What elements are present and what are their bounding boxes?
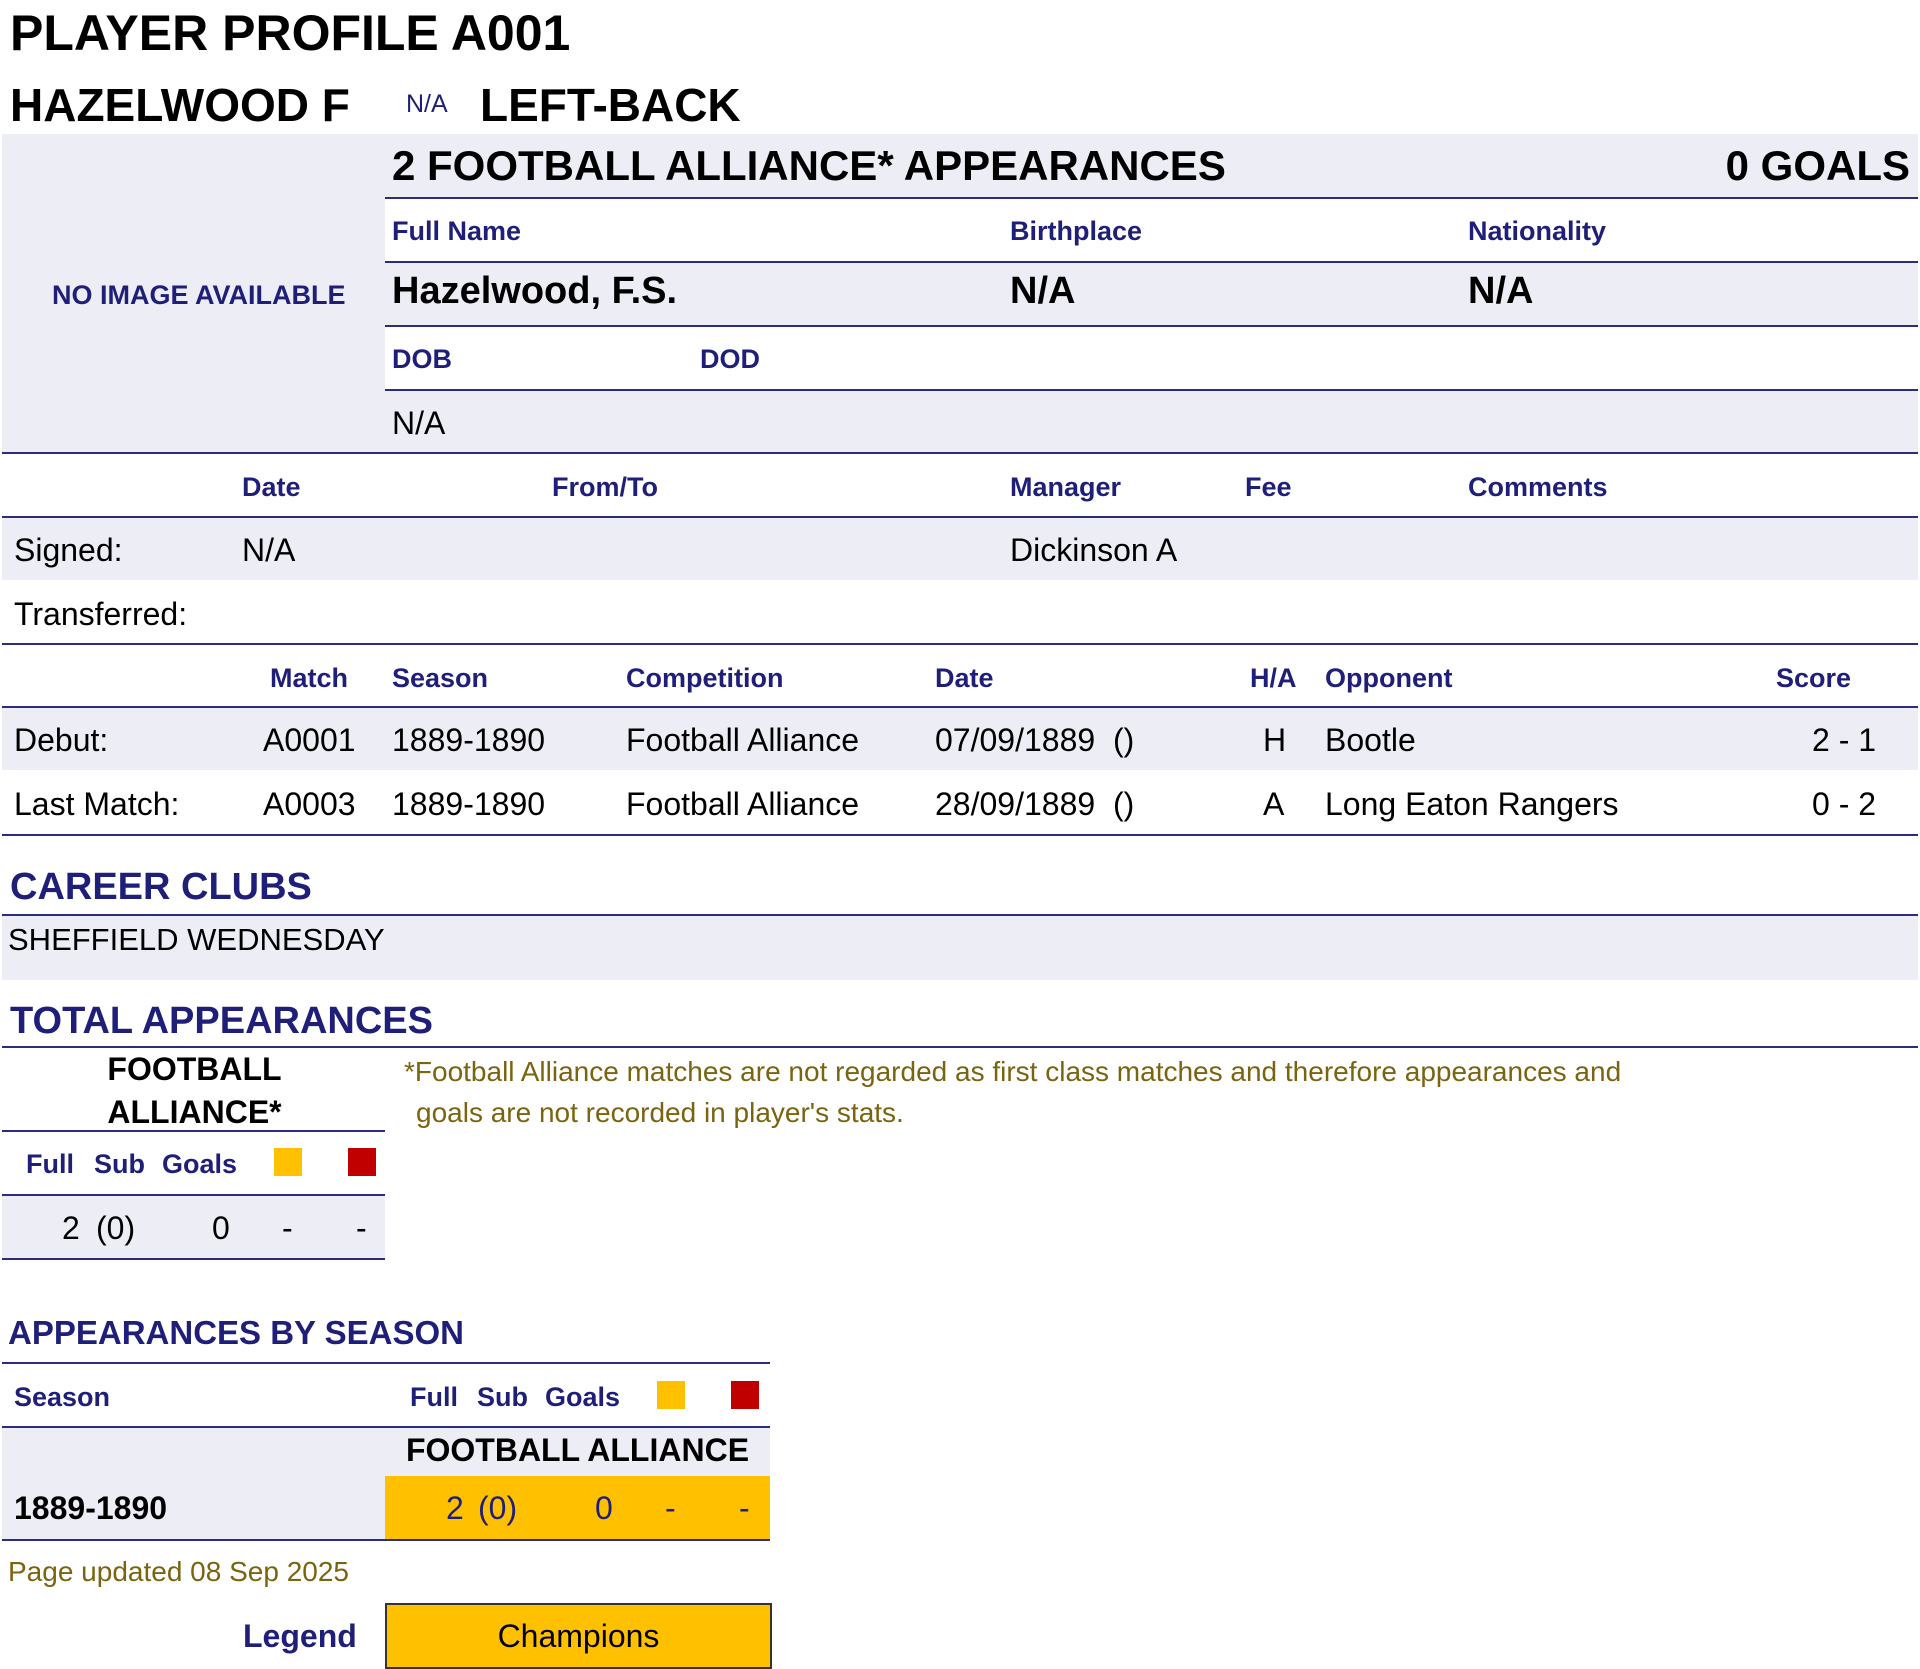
by-season-yellow: - bbox=[665, 1490, 676, 1526]
by-season-goals: 0 bbox=[595, 1490, 613, 1526]
total-full: 2 bbox=[62, 1210, 80, 1246]
transferred-label: Transferred: bbox=[14, 596, 188, 632]
player-number: N/A bbox=[406, 90, 448, 118]
total-full-header: Full bbox=[26, 1149, 74, 1179]
appearances-summary: 2 FOOTBALL ALLIANCE* APPEARANCES bbox=[392, 142, 1226, 189]
signed-date: N/A bbox=[242, 532, 296, 568]
page-title: PLAYER PROFILE A001 bbox=[10, 5, 571, 61]
nationality-label: Nationality bbox=[1468, 216, 1607, 246]
opponent-header: Opponent bbox=[1325, 663, 1453, 693]
dob-value: N/A bbox=[392, 405, 446, 441]
score-header: Score bbox=[1776, 663, 1852, 693]
champions-highlight bbox=[385, 1476, 770, 1539]
by-season-yellow-card-icon bbox=[657, 1381, 685, 1409]
legend-label: Legend bbox=[243, 1618, 357, 1654]
last-match-score: 0 - 2 bbox=[1812, 786, 1877, 822]
career-clubs-list: SHEFFIELD WEDNESDAY bbox=[8, 922, 385, 957]
stats-note-line1: *Football Alliance matches are not regarded as first class matches and therefore appearances and bbox=[404, 1056, 1622, 1087]
dob-label: DOB bbox=[392, 344, 452, 374]
signed-manager: Dickinson A bbox=[1010, 532, 1178, 568]
by-season-season-header: Season bbox=[14, 1382, 111, 1412]
last-match-competition: Football Alliance bbox=[626, 786, 860, 822]
debut-season: 1889-1890 bbox=[392, 722, 546, 758]
career-clubs-heading: CAREER CLUBS bbox=[10, 866, 312, 908]
player-name: HAZELWOOD F bbox=[10, 79, 350, 131]
by-season-goals-header: Goals bbox=[545, 1382, 621, 1412]
by-season-full-header: Full bbox=[410, 1382, 458, 1412]
debut-competition: Football Alliance bbox=[626, 722, 860, 758]
full-name-value: Hazelwood, F.S. bbox=[392, 270, 678, 312]
by-season-sub: (0) bbox=[478, 1490, 518, 1526]
debut-ha: H bbox=[1263, 722, 1287, 758]
last-match-date: 28/09/1889 () bbox=[935, 786, 1135, 822]
debut-score: 2 - 1 bbox=[1812, 722, 1877, 758]
stats-note-line2: goals are not recorded in player's stats. bbox=[416, 1097, 904, 1128]
red-card-icon bbox=[348, 1148, 376, 1176]
debut-match: A0001 bbox=[263, 722, 356, 758]
transfer-manager-header: Manager bbox=[1010, 472, 1122, 502]
by-season-red-card-icon bbox=[731, 1381, 759, 1409]
date-header: Date bbox=[935, 663, 994, 693]
total-red: - bbox=[356, 1210, 367, 1246]
nationality-value: N/A bbox=[1468, 270, 1534, 312]
match-header: Match bbox=[270, 663, 349, 693]
by-season-season: 1889-1890 bbox=[14, 1490, 168, 1526]
transfer-date-header: Date bbox=[242, 472, 301, 502]
dod-label: DOD bbox=[700, 344, 760, 374]
total-sub: (0) bbox=[96, 1210, 136, 1246]
last-match-label: Last Match: bbox=[14, 786, 180, 822]
goals-summary: 0 GOALS bbox=[1725, 142, 1910, 189]
competition-header: Competition bbox=[626, 663, 784, 693]
last-match-season: 1889-1890 bbox=[392, 786, 546, 822]
total-yellow: - bbox=[282, 1210, 293, 1246]
last-match-match: A0003 bbox=[263, 786, 356, 822]
debut-opponent: Bootle bbox=[1325, 722, 1416, 758]
debut-date: 07/09/1889 () bbox=[935, 722, 1135, 758]
total-goals-header: Goals bbox=[162, 1149, 238, 1179]
total-stats-row bbox=[2, 1196, 385, 1258]
by-season-competition: FOOTBALL ALLIANCE bbox=[405, 1432, 750, 1468]
full-name-label: Full Name bbox=[392, 216, 522, 246]
ha-header: H/A bbox=[1250, 663, 1297, 693]
total-competition-label: FOOTBALL ALLIANCE* bbox=[107, 1051, 282, 1130]
by-season-heading: APPEARANCES BY SEASON bbox=[8, 1314, 464, 1351]
birthplace-label: Birthplace bbox=[1010, 216, 1143, 246]
transfer-comments-header: Comments bbox=[1468, 472, 1608, 502]
page-updated: Page updated 08 Sep 2025 bbox=[8, 1556, 349, 1587]
transfer-fromto-header: From/To bbox=[552, 472, 658, 502]
debut-label: Debut: bbox=[14, 722, 109, 758]
last-match-ha: A bbox=[1263, 786, 1285, 822]
no-image-placeholder: NO IMAGE AVAILABLE bbox=[52, 280, 346, 310]
last-match-opponent: Long Eaton Rangers bbox=[1325, 786, 1619, 822]
total-goals: 0 bbox=[212, 1210, 230, 1246]
total-appearances-heading: TOTAL APPEARANCES bbox=[10, 1000, 433, 1042]
yellow-card-icon bbox=[274, 1148, 302, 1176]
player-position: LEFT-BACK bbox=[480, 79, 741, 131]
season-header: Season bbox=[392, 663, 489, 693]
birthplace-value: N/A bbox=[1010, 270, 1076, 312]
by-season-red: - bbox=[739, 1490, 750, 1526]
signed-label: Signed: bbox=[14, 532, 123, 568]
by-season-sub-header: Sub bbox=[477, 1382, 528, 1412]
by-season-full: 2 bbox=[446, 1490, 464, 1526]
total-sub-header: Sub bbox=[94, 1149, 145, 1179]
legend-champions: Champions bbox=[385, 1603, 772, 1669]
transfer-fee-header: Fee bbox=[1245, 472, 1292, 502]
